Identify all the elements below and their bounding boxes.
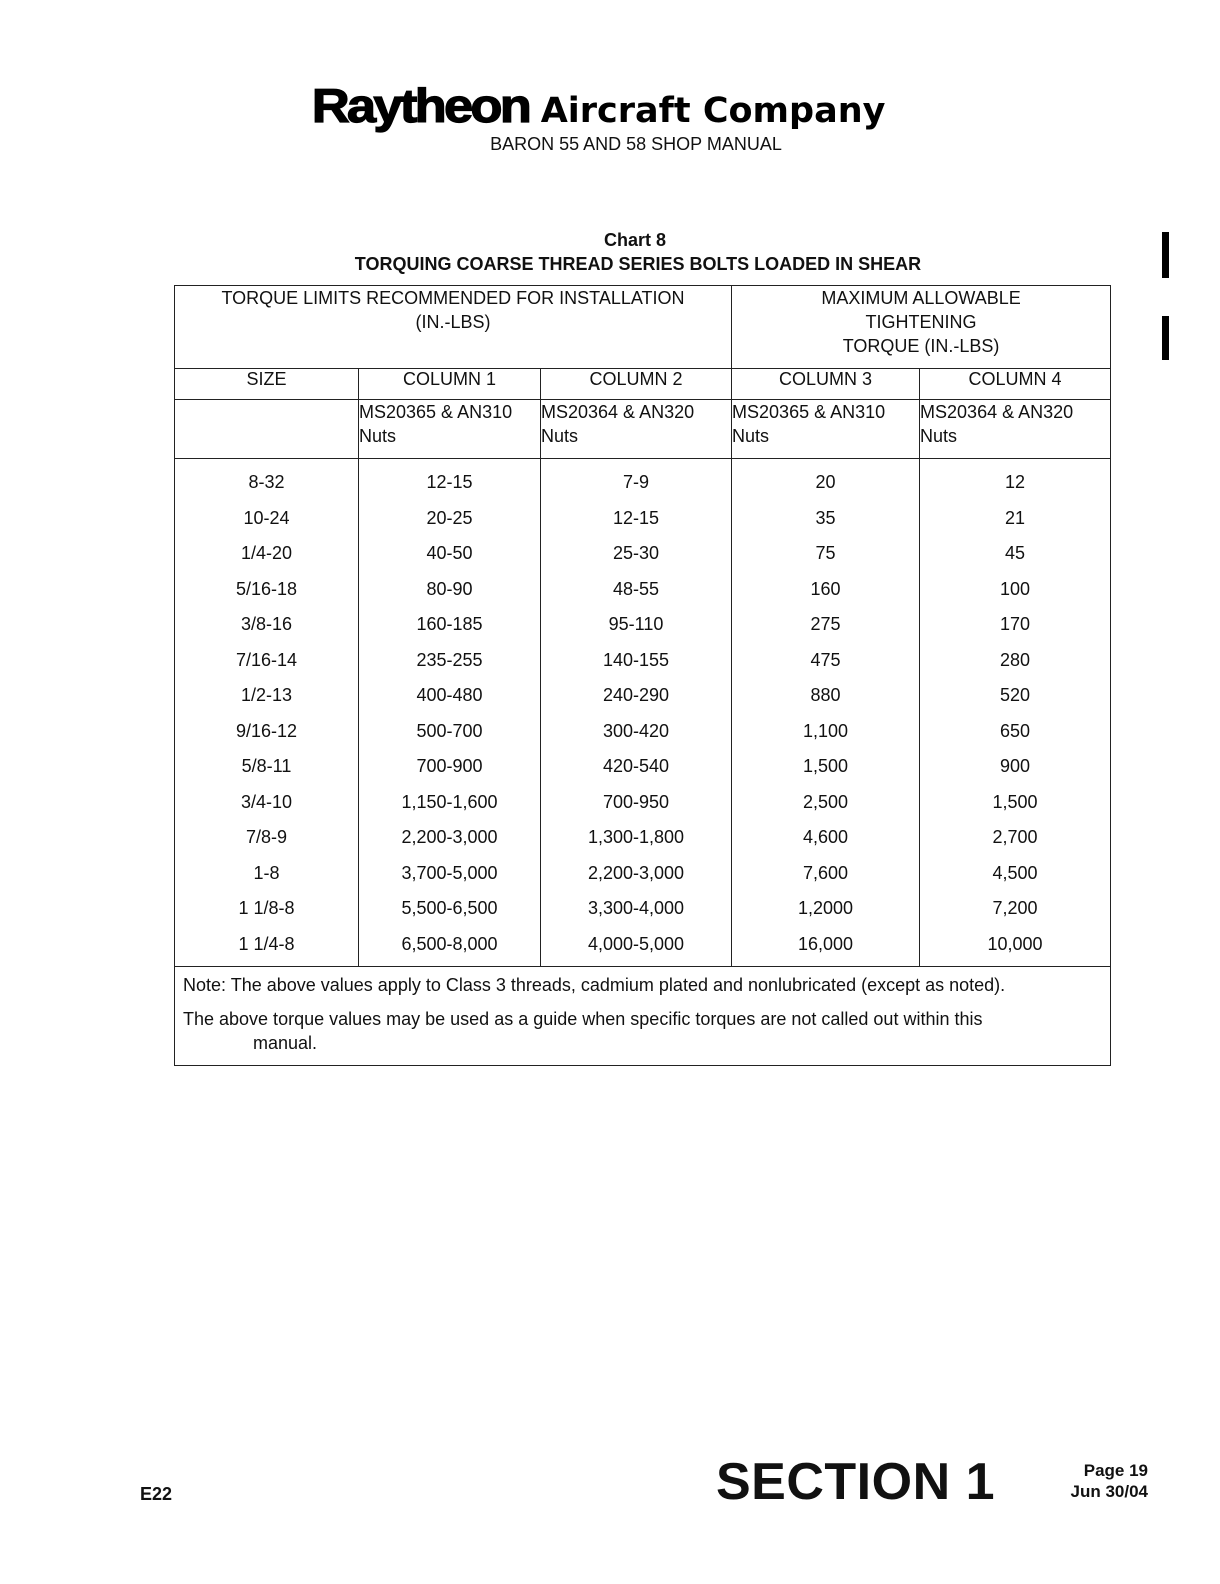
- column3-cell: 1,2000: [732, 891, 920, 927]
- size-cell: 8-32: [175, 459, 359, 501]
- column3-cell: 20: [732, 459, 920, 501]
- chart-title: TORQUING COARSE THREAD SERIES BOLTS LOADED IN SHEAR: [354, 254, 922, 274]
- column1-cell: 3,700-5,000: [359, 856, 541, 892]
- column3-cell: 1,500: [732, 749, 920, 785]
- column4-cell: 280: [920, 643, 1111, 679]
- revision-date: Jun 30/04: [1070, 1482, 1148, 1501]
- column1-cell: 235-255: [359, 643, 541, 679]
- column2-cell: 7-9: [541, 459, 732, 501]
- column2-cell: 1,300-1,800: [541, 820, 732, 856]
- column4-cell: 100: [920, 572, 1111, 608]
- nut-type-cell: [359, 400, 541, 459]
- table-row: [175, 607, 1111, 643]
- column4-cell: 45: [920, 536, 1111, 572]
- column3-cell: 7,600: [732, 856, 920, 892]
- column3-cell: 75: [732, 536, 920, 572]
- column2-cell: 48-55: [541, 572, 732, 608]
- table-row: [175, 891, 1111, 927]
- column-header-4: COLUMN 4: [920, 369, 1111, 400]
- size-cell: 5/16-18: [175, 572, 359, 608]
- page-number: Page 19: [1083, 1461, 1148, 1480]
- nut-part: MS20364 & AN320: [920, 402, 1074, 422]
- table-row: [175, 820, 1111, 856]
- nut-type-row: [175, 400, 1111, 459]
- group-header-row: [175, 286, 1111, 369]
- column3-cell: 16,000: [732, 927, 920, 967]
- table-row: [175, 572, 1111, 608]
- column1-cell: 80-90: [359, 572, 541, 608]
- nut-type-cell: [920, 400, 1111, 459]
- chart-number: Chart 8: [603, 230, 666, 250]
- nut-part: MS20365 & AN310: [359, 402, 513, 422]
- column2-cell: 140-155: [541, 643, 732, 679]
- column1-cell: 40-50: [359, 536, 541, 572]
- size-header-spacer: [175, 400, 359, 459]
- column4-cell: 1,500: [920, 785, 1111, 821]
- table-row: [175, 643, 1111, 679]
- table-row: [175, 501, 1111, 537]
- revision-bar: [1162, 316, 1169, 360]
- column2-cell: 300-420: [541, 714, 732, 750]
- column2-cell: 2,200-3,000: [541, 856, 732, 892]
- size-cell: 5/8-11: [175, 749, 359, 785]
- column3-cell: 4,600: [732, 820, 920, 856]
- torque-table: [174, 285, 1111, 1066]
- column1-cell: 5,500-6,500: [359, 891, 541, 927]
- size-cell: 1-8: [175, 856, 359, 892]
- column2-cell: 700-950: [541, 785, 732, 821]
- table-row: [175, 536, 1111, 572]
- column3-cell: 275: [732, 607, 920, 643]
- column1-cell: 400-480: [359, 678, 541, 714]
- column3-cell: 35: [732, 501, 920, 537]
- column1-cell: 160-185: [359, 607, 541, 643]
- max-torque-line: MAXIMUM ALLOWABLE: [821, 288, 1021, 308]
- column2-cell: 12-15: [541, 501, 732, 537]
- column2-cell: 3,300-4,000: [541, 891, 732, 927]
- max-torque-header: [732, 286, 1111, 369]
- nut-label: Nuts: [541, 426, 579, 446]
- column1-cell: 1,150-1,600: [359, 785, 541, 821]
- column3-cell: 2,500: [732, 785, 920, 821]
- table-row: [175, 459, 1111, 501]
- column1-cell: 6,500-8,000: [359, 927, 541, 967]
- table-row: [175, 714, 1111, 750]
- column4-cell: 2,700: [920, 820, 1111, 856]
- nut-label: Nuts: [359, 426, 397, 446]
- brand-line: [311, 78, 886, 133]
- column2-cell: 25-30: [541, 536, 732, 572]
- column4-cell: 12: [920, 459, 1111, 501]
- note-cell: [175, 967, 1111, 1066]
- recommended-torque-units: (IN.-LBS): [415, 312, 491, 332]
- table-row: [175, 927, 1111, 967]
- nut-part: MS20365 & AN310: [732, 402, 886, 422]
- note-guide-text: The above torque values may be used as a guide when specific torques are not called out within this: [183, 1009, 983, 1029]
- column1-cell: 2,200-3,000: [359, 820, 541, 856]
- note-row: [175, 967, 1111, 1066]
- column-header-2: COLUMN 2: [541, 369, 732, 400]
- column1-cell: 12-15: [359, 459, 541, 501]
- note-class-threads: Note: The above values apply to Class 3 threads, cadmium plated and nonlubricated (except as noted).: [183, 975, 1006, 995]
- nut-label: Nuts: [732, 426, 770, 446]
- nut-type-cell: [541, 400, 732, 459]
- size-cell: 3/4-10: [175, 785, 359, 821]
- recommended-torque-title: TORQUE LIMITS RECOMMENDED FOR INSTALLATION: [221, 288, 685, 308]
- table-row: [175, 678, 1111, 714]
- column4-cell: 10,000: [920, 927, 1111, 967]
- column4-cell: 900: [920, 749, 1111, 785]
- column2-cell: 240-290: [541, 678, 732, 714]
- nut-label: Nuts: [920, 426, 958, 446]
- size-cell: 7/8-9: [175, 820, 359, 856]
- column-header-row: [175, 369, 1111, 400]
- table-body: [175, 459, 1111, 967]
- section-label: SECTION 1: [716, 1453, 995, 1511]
- column4-cell: 4,500: [920, 856, 1111, 892]
- nut-part: MS20364 & AN320: [541, 402, 695, 422]
- max-torque-line: TORQUE (IN.-LBS): [842, 336, 1000, 356]
- size-cell: 1/4-20: [175, 536, 359, 572]
- column2-cell: 4,000-5,000: [541, 927, 732, 967]
- size-cell: 3/8-16: [175, 607, 359, 643]
- column4-cell: 170: [920, 607, 1111, 643]
- max-torque-line: TIGHTENING: [865, 312, 977, 332]
- size-cell: 10-24: [175, 501, 359, 537]
- column3-cell: 160: [732, 572, 920, 608]
- column4-cell: 520: [920, 678, 1111, 714]
- note-guide-end: manual.: [253, 1033, 318, 1053]
- column1-cell: 700-900: [359, 749, 541, 785]
- size-cell: 1 1/4-8: [175, 927, 359, 967]
- column2-cell: 420-540: [541, 749, 732, 785]
- size-cell: 1/2-13: [175, 678, 359, 714]
- column1-cell: 500-700: [359, 714, 541, 750]
- table-row: [175, 785, 1111, 821]
- column-header-3: COLUMN 3: [732, 369, 920, 400]
- column4-cell: 650: [920, 714, 1111, 750]
- company-name: Aircraft Company: [540, 91, 886, 131]
- size-cell: 9/16-12: [175, 714, 359, 750]
- column3-cell: 1,100: [732, 714, 920, 750]
- column-header-1: COLUMN 1: [359, 369, 541, 400]
- size-cell: 7/16-14: [175, 643, 359, 679]
- column4-cell: 7,200: [920, 891, 1111, 927]
- header: [0, 78, 1220, 133]
- column1-cell: 20-25: [359, 501, 541, 537]
- table-row: [175, 749, 1111, 785]
- column2-cell: 95-110: [541, 607, 732, 643]
- page-info: [1050, 1460, 1148, 1502]
- column-header-size: SIZE: [175, 369, 359, 400]
- note-guide: [183, 1007, 1102, 1031]
- nut-type-cell: [732, 400, 920, 459]
- page-code: E22: [140, 1484, 173, 1504]
- raytheon-logo: Raytheon: [311, 79, 529, 132]
- size-cell: 1 1/8-8: [175, 891, 359, 927]
- column4-cell: 21: [920, 501, 1111, 537]
- column3-cell: 880: [732, 678, 920, 714]
- manual-title: BARON 55 AND 58 SHOP MANUAL: [490, 134, 782, 154]
- recommended-torque-header: [175, 286, 732, 369]
- column3-cell: 475: [732, 643, 920, 679]
- table-row: [175, 856, 1111, 892]
